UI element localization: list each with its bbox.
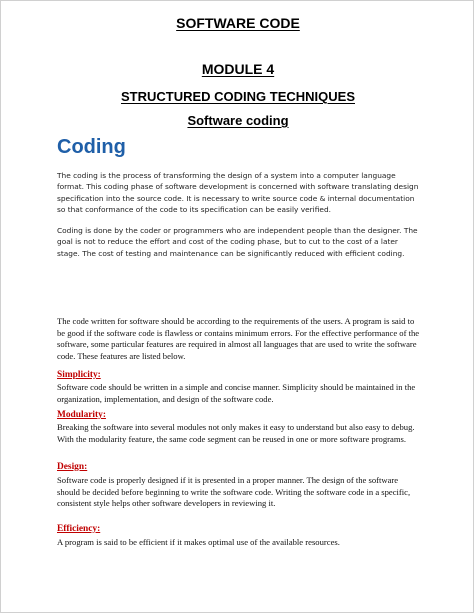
feature-text-efficiency: A program is said to be efficient if it makes optimal use of the available resources. (57, 537, 340, 547)
feature-heading-efficiency: Efficiency: (57, 524, 101, 534)
module-title: MODULE 4 (201, 61, 275, 77)
coding-paragraph-1: The coding is the process of transforming the design of a system into a computer language format. This coding phase of software development is concerned with software translating design specification into the source code. It is necessary to write source code & internal documentation so that conformance of the code to its specification can be easily verified. (57, 171, 419, 215)
software-code-heading: SOFTWARE CODE (176, 15, 300, 31)
feature-heading-simplicity: Simplicity: (57, 370, 101, 380)
feature-text-simplicity: Software code should be written in a simple and concise manner. Simplicity should be maintained in the organization, implementation, and design of the software code. (57, 382, 416, 404)
coding-paragraph-2: Coding is done by the coder or programmers who are independent people than the designer. The goal is not to reduce the effort and cost of the coding phase, but to cut to the cost of a later stage. The cost of testing and maintenance can be significantly reduced with efficient coding. (57, 226, 418, 258)
feature-text-design: Software code is properly designed if it is presented in a proper manner. The design of the software should be decided before beginning to write the software code. Writing the software code in a specific, consistent style helps other software developers in reviewing it. (57, 475, 411, 509)
subtitle: Software coding (187, 113, 289, 128)
feature-heading-design: Design: (57, 462, 88, 472)
section-title: STRUCTURED CODING TECHNIQUES (120, 89, 355, 104)
feature-text-modularity: Breaking the software into several modules not only makes it easy to understand but also easy to debug. With the modularity feature, the same code segment can be reused in one or more software programs. (57, 422, 415, 444)
coding-heading: Coding (57, 136, 126, 158)
feature-heading-modularity: Modularity: (57, 410, 106, 420)
software-code-intro: The code written for software should be according to the requirements of the users. A program is said to be good if the software code is flawless or contains minimum errors. For the effective performance of the software, some particular features are required in almost all languages that are used to write the software code. These features are listed below. (57, 316, 420, 361)
